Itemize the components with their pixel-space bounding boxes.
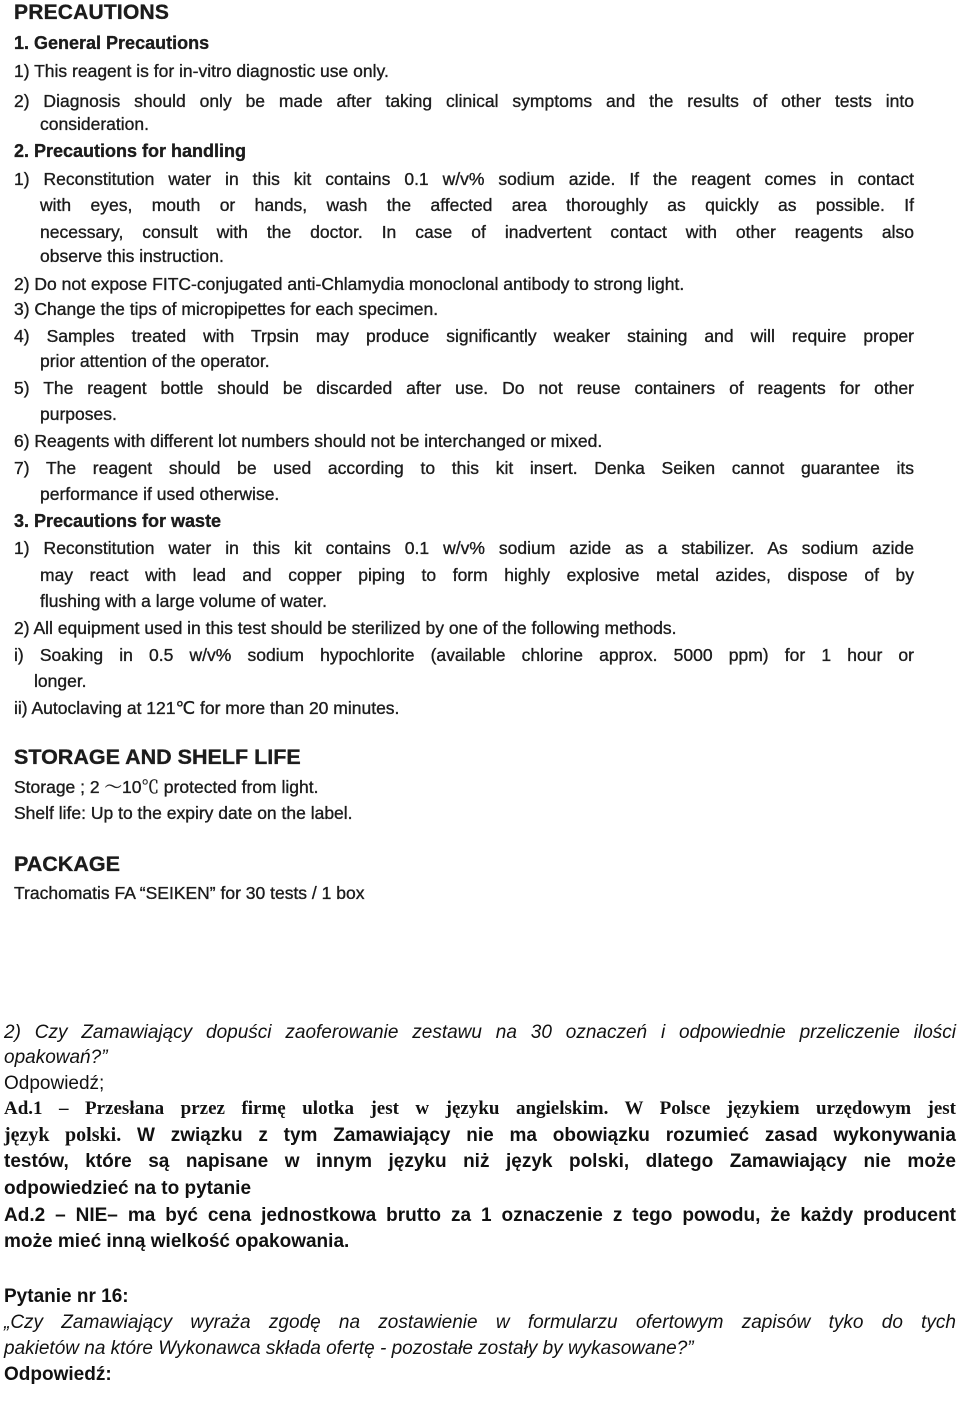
question-16-line-2: pakietów na które Wykonawca składa ofertę - pozostałe zostały by wykasowane?” [4, 1338, 694, 1359]
storage-title: STORAGE AND SHELF LIFE [14, 745, 301, 769]
ad1-line-3: testów, które są napisane w innym języku niż język polski, dlatego Zamawiający nie może [4, 1151, 956, 1172]
ad2-line-1: Ad.2 – NIE– ma być cena jednostkowa brutto za 1 oznaczenie z tego powodu, że każdy producent [4, 1205, 956, 1226]
question-16-label: Pytanie nr 16: [4, 1286, 129, 1307]
ad1-line-2-start: język polski. [4, 1124, 122, 1146]
ad1-line-4: odpowiedzieć na to pytanie [4, 1178, 252, 1199]
waste-heading: 3. Precautions for waste [14, 511, 222, 531]
general-precautions-heading: 1. General Precautions [14, 33, 210, 53]
handling-item-1-line-4: observe this instruction. [40, 246, 224, 266]
general-item-2-line-2: consideration. [40, 114, 149, 134]
handling-item-2: 2) Do not expose FITC-conjugated anti-Chlamydia monoclonal antibody to strong light. [14, 274, 685, 294]
answer-label-2: Odpowiedź: [4, 1364, 112, 1385]
handling-item-1-line-1: 1) Reconstitution water in this kit contains 0.1 w/v% sodium azide. If the reagent comes in contact [14, 169, 914, 189]
handling-item-7-line-2: performance if used otherwise. [40, 484, 280, 504]
handling-item-1-line-2: with eyes, mouth or hands, wash the affected area thoroughly as quickly as possible. If [40, 195, 914, 215]
handling-item-4-line-1: 4) Samples treated with Trpsin may produce significantly weaker staining and will require proper [14, 326, 914, 346]
question-answer-section [4, 1020, 956, 1410]
precautions-title: PRECAUTIONS [14, 1, 170, 24]
answer-label: Odpowiedź; [4, 1073, 105, 1094]
waste-method-i-line-1: i) Soaking in 0.5 w/v% sodium hypochlorite (available chlorine approx. 5000 ppm) for 1 hour or [14, 645, 914, 665]
waste-method-i-line-2: longer. [34, 671, 87, 691]
handling-item-7-line-1: 7) The reagent should be used according to this kit insert. Denka Seiken cannot guarantee its [14, 458, 914, 478]
handling-item-6: 6) Reagents with different lot numbers should not be interchanged or mixed. [14, 431, 603, 451]
shelf-life-line: Shelf life: Up to the expiry date on the label. [14, 803, 353, 823]
handling-item-1-line-3: necessary, consult with the doctor. In case of inadvertent contact with other reagents also [40, 222, 914, 242]
ad1-line-2-rest: W związku z tym Zamawiający nie ma obowiązku rozumieć zasad wykonywania [137, 1125, 957, 1146]
handling-heading: 2. Precautions for handling [14, 141, 247, 161]
ad1-line-1: Ad.1 – Przesłana przez firmę ulotka jest w języku angielskim. W Polsce językiem urzędowym jest [4, 1098, 956, 1119]
general-item-1: 1) This reagent is for in-vitro diagnostic use only. [14, 61, 389, 81]
waste-item-1-line-1: 1) Reconstitution water in this kit contains 0.1 w/v% sodium azide as a stabilizer. As sodium azide [14, 538, 914, 558]
handling-item-5-line-1: 5) The reagent bottle should be discarded after use. Do not reuse containers of reagents for other [14, 378, 914, 398]
waste-method-ii: ii) Autoclaving at 121℃ for more than 20 minutes. [14, 698, 400, 718]
waste-item-1-line-2: may react with lead and copper piping to form highly explosive metal azides, dispose of by [40, 565, 914, 585]
package-title: PACKAGE [14, 852, 120, 876]
ad2-line-2: może mieć inną wielkość opakowania. [4, 1231, 350, 1252]
package-line: Trachomatis FA “SEIKEN” for 30 tests / 1 box [14, 883, 365, 903]
question-16-line-1: „Czy Zamawiający wyraża zgodę na zostawienie w formularzu ofertowym zapisów tyko do tych [4, 1312, 956, 1333]
handling-item-3: 3) Change the tips of micropipettes for each specimen. [14, 299, 439, 319]
handling-item-4-line-2: prior attention of the operator. [40, 351, 270, 371]
ad1-line-2 [4, 1122, 956, 1149]
handling-item-5-line-2: purposes. [40, 404, 117, 424]
general-item-2-line-1: 2) Diagnosis should only be made after taking clinical symptoms and the results of other tests into [14, 91, 914, 111]
waste-item-1-line-3: flushing with a large volume of water. [40, 591, 327, 611]
question-2-line-2: opakowań?” [4, 1047, 108, 1068]
waste-item-2: 2) All equipment used in this test should be sterilized by one of the following methods. [14, 618, 677, 638]
storage-line: Storage ; 2 〜10℃ protected from light. [14, 777, 319, 797]
question-2-line-1: 2) Czy Zamawiający dopuści zaoferowanie zestawu na 30 oznaczeń i odpowiednie przeliczenie ilości [4, 1022, 956, 1043]
